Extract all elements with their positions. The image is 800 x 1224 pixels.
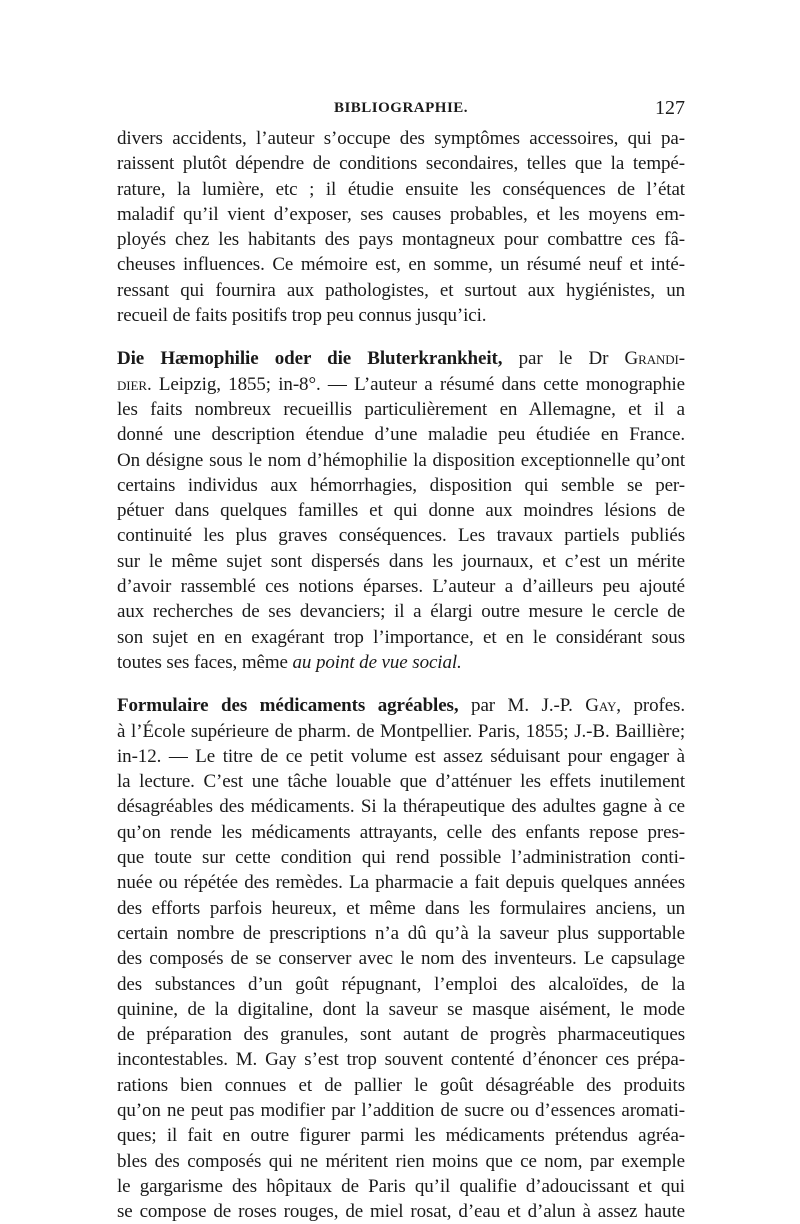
text-line: nuée ou répétée des remèdes. La pharmacie a fait depuis quelques années <box>117 872 685 894</box>
text-line: se compose de roses rouges, de miel rosat, d’eau et d’alun à assez haute <box>117 1201 685 1223</box>
text-run: par M. J.-P. <box>458 695 586 717</box>
text-line: ques; il fait en outre figurer parmi les médicaments prétendus agréa- <box>117 1125 685 1147</box>
text-line: sur le même sujet sont dispersés dans les journaux, et c’est un mérite <box>117 550 685 572</box>
text-line: de préparation des granules, sont autant de progrès pharmaceutiques <box>117 1024 685 1046</box>
text-line: des efforts parfois heureux, et même dans les formulaires anciens, un <box>117 897 685 919</box>
text-line: divers accidents, l’auteur s’occupe des symptômes accessoires, qui pa- <box>117 128 685 149</box>
text-run: toutes ses faces, même <box>117 651 293 673</box>
page-body <box>117 126 685 1224</box>
page-number: 127 <box>655 97 685 119</box>
text-line: in-12. — Le titre de ce petit volume est assez séduisant pour engager à <box>117 745 685 767</box>
text-line: quinine, de la digitaline, dont la saveur se masque aisément, le mode <box>117 998 685 1020</box>
author-name: Grandi- <box>624 348 686 370</box>
text-line: son sujet en en exagérant trop l’importance, et en le considérant sous <box>117 626 685 648</box>
running-head <box>117 97 685 126</box>
text-line: ployés chez les habitants des pays montagneux pour combattre ces fâ- <box>117 229 685 251</box>
text-line: désagréables des médicaments. Si la thérapeutique des adultes gagne à ce <box>117 796 685 818</box>
text-line: ressant qui fournira aux pathologistes, et surtout aux hygiénistes, un <box>117 279 685 301</box>
text-line: rature, la lumière, etc ; il étudie ensuite les conséquences de l’état <box>117 178 685 200</box>
review-haemophilie <box>117 346 685 675</box>
review-formulaire <box>117 693 685 1224</box>
text-line <box>117 346 685 371</box>
text-line: le gargarisme des hôpitaux de Paris qu’il qualifie d’adoucissant et qui <box>117 1175 685 1197</box>
author-name: dier <box>117 373 147 395</box>
text-line: que toute sur cette condition qui rend possible l’administration conti- <box>117 847 685 869</box>
text-line: recueil de faits positifs trop peu connus jusqu’ici. <box>117 305 487 327</box>
text-line: les faits nombreux recueillis particulièrement en Allemagne, et il a <box>117 398 685 420</box>
text-line: maladif qu’il vient d’exposer, ses causes probables, et les moyens em- <box>117 203 685 225</box>
text-line: bles des composés qui ne méritent rien moins que ce nom, par exemple <box>117 1150 685 1172</box>
text-line <box>117 372 685 397</box>
running-title: BIBLIOGRAPHIE. <box>333 100 469 116</box>
text-line: pétuer dans quelques familles et qui donne aux moindres lésions de <box>117 500 685 522</box>
author-name: Gay <box>585 695 617 717</box>
text-line: incontestables. M. Gay s’est trop souvent contenté d’énoncer ces prépa- <box>117 1049 685 1071</box>
text-line: continuité les plus graves conséquences. Les travaux partiels publiés <box>117 525 685 547</box>
text-line: d’avoir rassemblé ces notions éparses. L’auteur a d’ailleurs peu ajouté <box>117 576 685 598</box>
paragraph-continuation <box>117 126 685 328</box>
book-title: Die Hæmophilie oder die Bluterkrankheit, <box>117 348 503 370</box>
text-run: . Leipzig, 1855; in-8°. — L’auteur a résumé dans cette monographie <box>146 373 685 395</box>
text-line: On désigne sous le nom d’hémophilie la disposition exceptionnelle qu’ont <box>117 449 685 471</box>
text-line <box>117 650 685 675</box>
text-line: qu’on rende les médicaments attrayants, celle des enfants repose pres- <box>117 821 685 843</box>
text-line: des substances d’un goût répugnant, l’emploi des alcaloïdes, de la <box>117 973 685 995</box>
text-line: aux recherches de ses devanciers; il a élargi outre mesure le cercle de <box>117 601 685 623</box>
text-line: des composés de se conserver avec le nom des inventeurs. Le capsulage <box>117 948 685 970</box>
text-line: la lecture. C’est une tâche louable que d’atténuer les effets inutilement <box>117 771 685 793</box>
text-line: certain nombre de prescriptions n’a dû qu’à la saveur plus supportable <box>117 922 685 944</box>
book-title: Formulaire des médicaments agréables, <box>117 695 459 717</box>
text-line: qu’on ne peut pas modifier par l’addition de sucre ou d’essences aromati- <box>117 1099 685 1121</box>
text-line: rations bien connues et de pallier le goût désagréable des produits <box>117 1074 685 1096</box>
text-run: par le Dr <box>502 348 625 370</box>
text-line <box>117 693 685 718</box>
text-line: certains individus aux hémorrhagies, disposition qui semble se per- <box>117 474 685 496</box>
text-line: cheuses influences. Ce mémoire est, en somme, un résumé neuf et inté- <box>117 254 685 276</box>
italic-phrase: au point de vue social. <box>292 651 462 673</box>
text-line: donné une description étendue d’une maladie peu étudiée en France. <box>117 424 685 446</box>
text-run: , profes. <box>616 695 686 717</box>
text-line: raissent plutôt dépendre de conditions secondaires, telles que la tempé- <box>117 153 685 175</box>
text-line: à l’École supérieure de pharm. de Montpellier. Paris, 1855; J.-B. Baillière; <box>117 720 685 742</box>
